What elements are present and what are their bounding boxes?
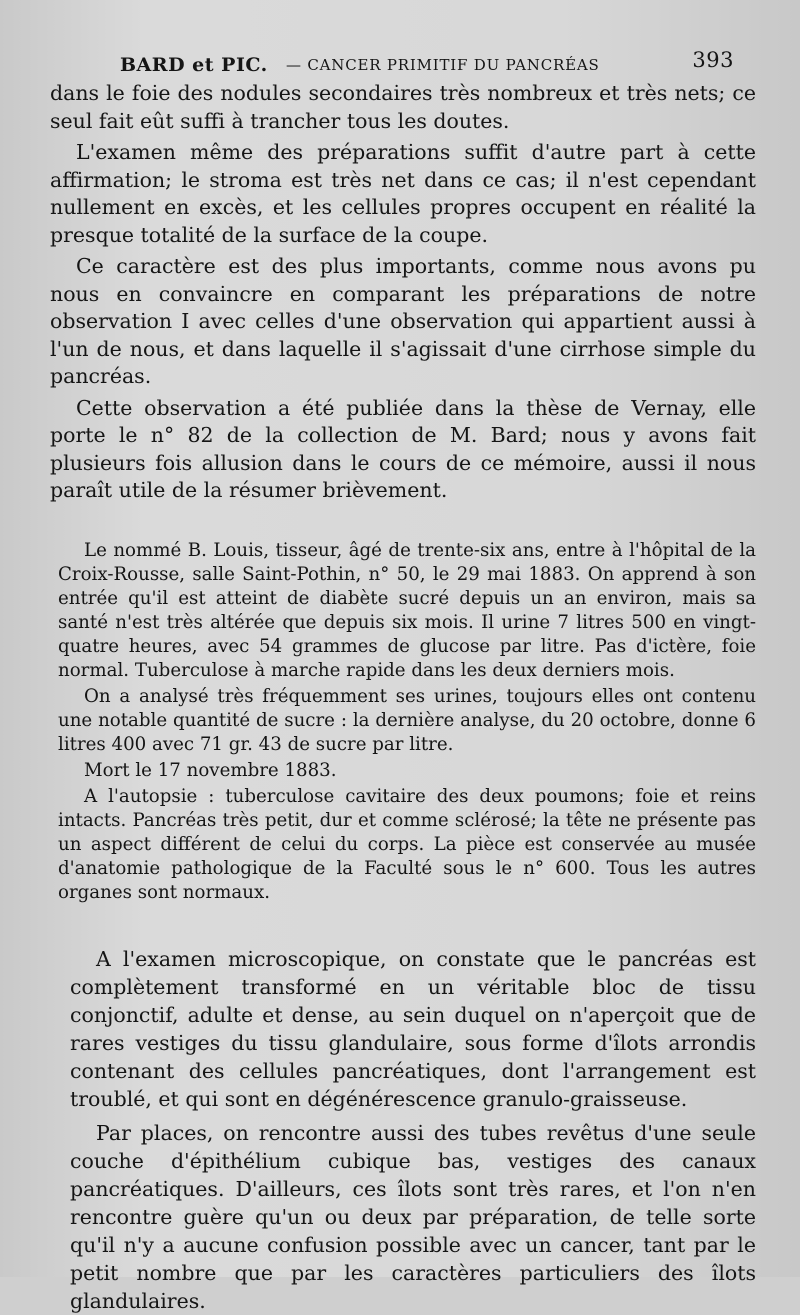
running-head-title: — CANCER PRIMITIF DU PANCRÉAS [286,56,600,74]
observation-paragraph: Le nommé B. Louis, tisseur, âgé de trente-six ans, entre à l'hôpital de la Croix-Rousse, salle Saint-Pothin, n° 50, le 29 mai 1883. On apprend à son entrée qu'il est atteint de diabète sucré depuis un an environ, mais sa santé n'est très altérée que depuis six mois. Il urine 7 litres 500 en vingt-quatre heures, avec 54 grammes de glucose par litre. Pas d'ictère, foie normal. Tuberculose à marche rapide dans les deux derniers mois. [58,539,756,681]
observation-paragraph: A l'autopsie : tuberculose cavitaire des deux poumons; foie et reins intacts. Pancréas très petit, dur et comme sclérosé; la tête ne présente pas un aspect différent de celui du corps. La pièce est conservée au musée d'anatomie pathologique de la Faculté sous le n° 600. Tous les autres organes sont normaux. [58,785,756,903]
paragraph: Ce caractère est des plus importants, comme nous avons pu nous en convaincre en comparant les préparations de notre observation I avec celles d'une observation qui appartient aussi à l'un de nous, et dans laquelle il s'agissait d'une cirrhose simple du pancréas. [50,254,756,388]
running-head-authors: BARD et PIC. [120,54,268,76]
main-text [50,80,756,505]
observation-block [50,539,756,905]
paragraph: dans le foie des nodules secondaires très nombreux et très nets; ce seul fait eût suffi à trancher tous les doutes. [50,81,756,133]
paragraph: Par places, on rencontre aussi des tubes revêtus d'une seule couche d'épithélium cubique bas, vestiges des canaux pancréatiques. D'ailleurs, ces îlots sont très rares, et l'on n'en rencontre guère qu'un ou deux par préparation, de telle sorte qu'il n'y a aucune confusion possible avec un cancer, tant par le petit nombre que par les caractères particuliers des îlots glandulaires. [70,1120,756,1313]
paragraph: A l'examen microscopique, on constate que le pancréas est complètement transformé en un véritable bloc de tissu conjonctif, adulte et dense, au sein duquel on n'aperçoit que de rares vestiges du tissu glandulaire, sous forme d'îlots arrondis contenant des cellules pancréatiques, dont l'arrangement est troublé, et qui sont en dégénérescence granulo-graisseuse. [70,946,756,1111]
conclusion-text [50,945,756,1315]
paragraph: Cette observation a été publiée dans la thèse de Vernay, elle porte le n° 82 de la collection de M. Bard; nous y avons fait plusieurs fois allusion dans le cours de ce mémoire, aussi il nous paraît utile de la résumer brièvement. [50,395,756,502]
running-head [50,44,756,80]
observation-paragraph: On a analysé très fréquemment ses urines, toujours elles ont contenu une notable quantité de sucre : la dernière analyse, du 20 octobre, donne 6 litres 400 avec 71 gr. 43 de sucre par litre. [58,685,756,755]
page-number: 393 [692,48,734,72]
observation-paragraph: Mort le 17 novembre 1883. [84,759,337,781]
paragraph: L'examen même des préparations suffit d'autre part à cette affirmation; le stroma est très net dans ce cas; il n'est cependant nullement en excès, et les cellules propres occupent en réalité la presque totalité de la surface de la coupe. [50,140,756,247]
